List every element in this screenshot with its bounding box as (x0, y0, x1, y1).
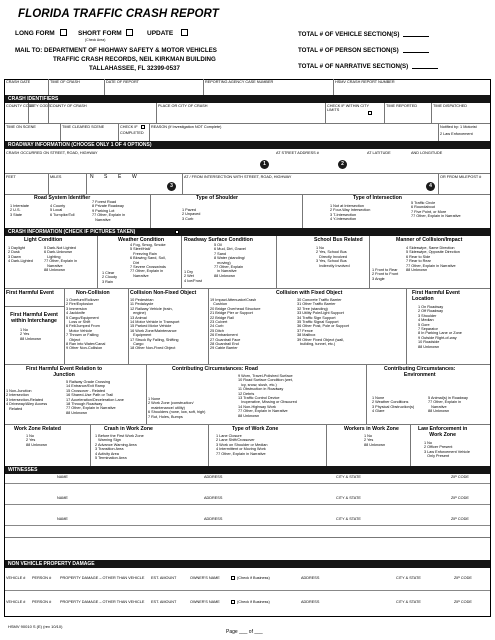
place-city-field[interactable]: PLACE OR CITY OF CRASH (158, 104, 208, 108)
road-system-title: Road System Identifier (34, 195, 91, 201)
manner-title: Manner of Collision/Impact (396, 237, 463, 243)
junction-options-1[interactable]: 1 Non-Junction 2 Intersection 3 Intersection-Related 4 Driveway/Alley Access Related (6, 389, 48, 411)
time-reported-field[interactable]: TIME REPORTED (386, 104, 418, 108)
divider (369, 236, 370, 288)
divider (48, 79, 49, 95)
north-option[interactable]: N (90, 174, 94, 180)
witness-address-field[interactable]: ADDRESS (204, 517, 223, 521)
business-label: (Check if Business) (237, 576, 270, 580)
option-2-marker: 2 (338, 160, 347, 169)
weather-options-2[interactable]: 4 Fog, Smog, Smoke 5 Sleet/Hail/ Freezing Rain 6 Blowing Sand, Soil, Dirt 7 Severe Crosswinds 77 Other, Explain in Narrative (130, 243, 166, 278)
street-address-field[interactable]: AT STREET ADDRESS # (276, 151, 319, 155)
divider (384, 103, 385, 123)
time-dispatched-field[interactable]: TIME DISPATCHED (433, 104, 468, 108)
divider (104, 79, 105, 95)
total-vehicle-field[interactable] (403, 36, 429, 37)
property-zip-field[interactable]: ZIP CODE (454, 600, 472, 604)
property-damage-field[interactable]: PROPERTY DAMAGE – OTHER THAN VEHICLE (60, 600, 145, 604)
witness-row[interactable] (5, 495, 490, 505)
time-cleared-field[interactable]: TIME CLEARED SCENE (62, 125, 105, 129)
crash-occurred-on-field[interactable]: CRASH OCCURRED ON STREET, ROAD, HIGHWAY (6, 151, 98, 155)
divider (86, 173, 87, 194)
time-of-crash-field[interactable]: TIME OF CRASH (50, 80, 80, 84)
city-code-field[interactable]: CITY CODE (30, 104, 51, 108)
crash-in-work-zone-title: Crash in Work Zone (104, 426, 153, 432)
reason-field[interactable]: REASON (If Investigation NOT Complete) (151, 125, 222, 129)
miles-field[interactable]: MILES (50, 175, 62, 179)
mail-line-3: TALLAHASSEE, FL 32399-0537 (89, 65, 180, 72)
divider (150, 194, 151, 228)
light-options-1[interactable]: 1 Daylight 2 Dusk 3 Dawn 4 Dark-Lighted (8, 246, 33, 264)
collision-fixed-options-2[interactable]: 30 Concrete Traffic Barrier 31 Other Traffic Barrier 32 Tree (standing) 33 Utility Pole/Light Support 34 Traffic Sign Support 35 Traffic Signal Support 36 Other Post, Pole or Support 37 Fence 38 Mailbox 39 Other Fixed Object (wall, building, tunnel, etc.) (297, 298, 349, 347)
light-condition-title: Light Condition (24, 237, 63, 243)
option-1-marker: 1 (260, 160, 269, 169)
workers-work-zone-options[interactable]: 1 No 2 Yes 88 Unknown (364, 434, 386, 447)
property-city-field[interactable]: CITY & STATE (396, 600, 421, 604)
form-number: HSMV 90010 S (E) (rev 10/10) (8, 624, 63, 629)
workers-work-zone-title: Workers in Work Zone (344, 426, 399, 432)
property-amount-field[interactable]: EST. AMOUNT (151, 600, 177, 604)
mail-to-address (15, 46, 217, 73)
school-bus-title: School Bus Related (314, 237, 363, 243)
completed-checkbox[interactable] (141, 125, 145, 129)
type-work-zone-title: Type of Work Zone (232, 426, 279, 432)
divider (28, 103, 29, 123)
intersection-type-options-1[interactable]: 1 Not at Intersection 2 Four-Way Intersection 3 T-Intersection 4 Y-Intersection (330, 204, 371, 222)
pictures-taken-checkbox[interactable] (175, 230, 179, 234)
notified-law-option[interactable]: 2 Law Enforcement (440, 132, 473, 136)
divider (90, 424, 91, 466)
witness-city-field[interactable]: CITY & STATE (336, 475, 361, 479)
intersection-type-title: Type of Intersection (353, 195, 402, 201)
witness-address-field[interactable]: ADDRESS (204, 496, 223, 500)
surface-options-1[interactable]: 1 Dry 2 Wet 4 Ice/Frost (184, 270, 202, 283)
business-checkbox[interactable] (231, 576, 235, 580)
property-owner-field[interactable]: OWNER'S NAME (190, 600, 220, 604)
divider (438, 123, 439, 141)
update-label: UPDATE (147, 30, 174, 37)
witness-city-field[interactable]: CITY & STATE (336, 517, 361, 521)
witness-row[interactable] (5, 474, 490, 484)
divider (208, 424, 209, 466)
intersection-field[interactable]: AT / FROM INTERSECTION WITH STREET, ROAD, HIGHWAY (184, 175, 292, 179)
divider (326, 424, 327, 466)
divider (182, 173, 183, 194)
divider (431, 103, 432, 123)
property-address-field[interactable]: ADDRESS (301, 600, 320, 604)
long-form-label: LONG FORM (15, 30, 55, 37)
type-work-zone-options[interactable]: 1 Lane Closure 2 Lane Shift/Crossover 3 Work on Shoulder or Median 4 Intermittent or Moving Work 77 Other, Explain in Narrative (216, 434, 268, 456)
weather-options-1[interactable]: 1 Clear 2 Cloudy 3 Rain (102, 271, 117, 284)
collision-non-fixed-title: Collision Non-Fixed Object (130, 290, 197, 296)
crash-information-header: CRASH INFORMATION (CHECK IF PICTURES TAKEN) (5, 228, 490, 236)
within-interchange-title: First Harmful Event within Interchange (10, 312, 58, 324)
crash-identifiers-header: CRASH IDENTIFIERS (5, 95, 490, 103)
work-zone-related-options[interactable]: 1 No 2 Yes 88 Unknown (26, 434, 48, 447)
shoulder-options[interactable]: 1 Paved 2 Unpaved 3 Curb (182, 208, 201, 221)
road-system-options-1[interactable]: 1 Interstate 2 U.S. 3 State (10, 204, 29, 217)
divider (5, 424, 490, 425)
witness-zip-field[interactable]: ZIP CODE (451, 475, 469, 479)
property-damage-row[interactable] (5, 594, 490, 615)
light-options-2[interactable]: 5 Dark-Not Lighted 6 Dark-Unknown Lighting 77 Other, Explain in Narrative 88 Unknown (44, 246, 78, 273)
mail-line-1: MAIL TO: DEPARTMENT OF HIGHWAY SAFETY & MOTOR VEHICLES (15, 47, 217, 54)
divider (406, 288, 407, 364)
law-work-zone-title: Law Enforcement in Work Zone (418, 426, 468, 438)
within-city-limits-label: CHECK IF WITHIN CITY LIMITS (327, 104, 369, 113)
environment-circumstances-title: Contributing Circumstances: Environment (384, 366, 456, 378)
property-owner-field[interactable]: OWNER'S NAME (190, 576, 220, 580)
total-vehicle-sections (298, 31, 429, 38)
mail-line-2: TRAFFIC CRASH RECORDS, NEIL KIRKMAN BUILDING (53, 56, 216, 63)
non-collision-title: Non-Collision (76, 290, 110, 296)
total-narrative-field[interactable] (412, 68, 438, 69)
property-vehicle-field[interactable]: VEHICLE # (6, 600, 26, 604)
divider (366, 364, 367, 424)
divider (5, 173, 490, 174)
property-address-field[interactable]: ADDRESS (301, 576, 320, 580)
environment-options-2[interactable]: 5 Animal(s) in Roadway 77 Other, Explain in Narrative 88 Unknown (428, 396, 468, 414)
divider (5, 288, 490, 289)
completed-label: COMPLETED (120, 131, 144, 135)
west-option[interactable]: W (132, 174, 137, 180)
divider (181, 236, 182, 288)
witness-name-field[interactable]: NAME (57, 496, 68, 500)
divider (149, 123, 150, 141)
divider (333, 79, 334, 95)
long-form-checkbox[interactable] (60, 29, 67, 36)
option-4-marker: 4 (426, 182, 435, 191)
divider (203, 79, 204, 95)
witness-zip-field[interactable]: ZIP CODE (451, 496, 469, 500)
witness-name-field[interactable]: NAME (57, 517, 68, 521)
divider (410, 424, 411, 466)
divider (97, 236, 98, 288)
business-label: (Check if Business) (237, 600, 270, 604)
divider (5, 306, 64, 307)
property-amount-field[interactable]: EST. AMOUNT (151, 576, 177, 580)
collision-fixed-title: Collision with Fixed Object (276, 290, 343, 296)
divider (302, 194, 303, 228)
road-circumstances-title: Contributing Circumstances: Road (172, 366, 258, 372)
divider (5, 364, 490, 365)
collision-fixed-options-1[interactable]: 19 Impact Attenuator/Crash Cushion 20 Bridge Overhead Structure 21 Bridge Pier or Support 22 Bridge Rail 23 Culvert 24 Curb 25 Ditch 26 Embankment 27 Guardrail Face 28 Guardrail End 29 Cable Barrier (210, 298, 261, 351)
divider (276, 236, 277, 288)
divider (128, 288, 129, 364)
weather-title: Weather Condition (118, 237, 165, 243)
junction-title: First Harmful Event Relation to Junction (26, 366, 103, 378)
total-vehicle-label: TOTAL # OF VEHICLE SECTION(S) (298, 31, 400, 38)
short-form-label: SHORT FORM (78, 30, 122, 37)
roadway-information-header: ROADWAY INFORMATION (CHOOSE ONLY 1 OF 4 OPTIONS) (5, 141, 490, 149)
property-damage-row[interactable] (5, 570, 490, 591)
witness-name-field[interactable]: NAME (57, 475, 68, 479)
total-narrative-sections (298, 63, 438, 70)
divider (156, 103, 157, 123)
collision-non-fixed-options[interactable]: 10 Pedestrian 11 Pedalcycle 12 Railway Vehicle (train, engine) 13 Animal 14 Motor Vehicle in Transport 15 Parked Motor Vehicle 16 Work Zone/Maintenance Equipment 17 Struck By Falling, Shifting Cargo 18 Other Non-Fixed Object (130, 298, 180, 351)
check-if-label: CHECK IF (120, 125, 138, 129)
page-number: Page ___ of ___ (226, 629, 263, 635)
crash-date-field[interactable]: CRASH DATE (6, 80, 31, 84)
total-narrative-label: TOTAL # OF NARRATIVE SECTION(S) (298, 63, 409, 70)
longitude-field[interactable]: AND LONGITUDE (411, 151, 443, 155)
total-person-label: TOTAL # OF PERSON SECTION(S) (298, 47, 399, 54)
feet-field[interactable]: FEET (6, 175, 16, 179)
surface-options-2[interactable]: 5 Oil 6 Mud, Dirt, Gravel 7 Sand 8 Water (standing/ moving) 77 Other, Explain in Narrative 88 Unknown (214, 243, 246, 278)
business-checkbox[interactable] (231, 600, 235, 604)
shoulder-title: Type of Shoulder (196, 195, 238, 201)
form-title: FLORIDA TRAFFIC CRASH REPORT (18, 8, 219, 20)
notified-motorist-option[interactable]: Notified by: 1 Motorist (440, 125, 477, 129)
county-of-crash-field[interactable]: COUNTY OF CRASH (50, 104, 87, 108)
divider (118, 123, 119, 141)
property-damage-header: NON VEHICLE PROPERTY DAMAGE (5, 560, 490, 568)
divider (5, 123, 490, 124)
work-zone-related-title: Work Zone Related (14, 426, 61, 432)
non-collision-options[interactable]: 1 Overturn/Rollover 2 Fire/Explosion 3 Immersion 4 Jackknife 5 Cargo/Equipment Loss or Shift 6 Fell/Jumped From Motor Vehicle 7 Thrown or Falling Object 8 Ran into Water/Canal 9 Other Non-Collision (66, 298, 106, 351)
county-code-field[interactable]: COUNTY CODE (6, 104, 34, 108)
divider (60, 123, 61, 141)
within-interchange-options[interactable]: 1 No 2 Yes 88 Unknown (20, 328, 42, 341)
first-harmful-title: First Harmful Event (6, 290, 54, 296)
total-person-sections (298, 47, 429, 54)
road-system-options-3[interactable]: 7 Forest Road 8 Private Roadway 9 Parking Lot 77 Other, Explain in Narrative (92, 200, 126, 222)
divider (48, 173, 49, 194)
update-checkbox[interactable] (181, 29, 188, 36)
short-form-checkbox[interactable] (126, 29, 133, 36)
total-person-field[interactable] (403, 52, 429, 53)
divider (208, 288, 209, 364)
crash-in-work-zone-options[interactable]: 1 Before the First Work Zone Warning Sign 2 Advance Warning Area 3 Transition Area 4 Activity Area 5 Termination Area (95, 434, 144, 461)
agency-case-number-field[interactable]: REPORTING AGENCY CASE NUMBER (205, 80, 274, 84)
environment-options-1[interactable]: 1 None 2 Weather Conditions 3 Physical Obstruction(s) 4 Glare (372, 396, 415, 414)
property-zip-field[interactable]: ZIP CODE (454, 576, 472, 580)
south-option[interactable]: S (104, 174, 108, 180)
witness-address-field[interactable]: ADDRESS (204, 475, 223, 479)
law-work-zone-options[interactable]: 1 No 2 Officer Present 3 Law Enforcement Vehicle Only Present (424, 441, 471, 459)
intersection-type-options-2[interactable]: 5 Traffic Circle 6 Roundabout 7 Five Point, or More 77 Other, Explain in Narrative (411, 201, 461, 219)
divider (146, 364, 147, 424)
school-bus-options[interactable]: 1 No 2 Yes, School Bus Directly Involved 3 Yes, School Bus Indirectly Involved (316, 246, 350, 268)
witnesses-header: WITNESSES (5, 466, 490, 474)
latitude-field[interactable]: AT LATITUDE (367, 151, 391, 155)
harmful-location-options[interactable]: 1 On Roadway 2 Off Roadway 3 Shoulder 4 Median 5 Gore 7 Separator 8 In Parking Lane or Zone 9 Outside Right-of-way 10 Roadside 88 Unknown (418, 305, 462, 349)
divider (325, 103, 326, 123)
divider (48, 103, 49, 123)
property-person-field[interactable]: PERSON # (32, 576, 52, 580)
divider (5, 537, 490, 538)
property-vehicle-field[interactable]: VEHICLE # (6, 576, 26, 580)
short-form-note: (Check Area) (85, 38, 106, 42)
road-circumstances-options-2[interactable]: 9 Worn, Travel-Polished Surface 10 Road Surface Condition (wet, icy, snow, slush, etc.) 11 Obstruction in Roadway 12 Debris 13 Traffic Control Device Inoperative, Missing or Obscured 14 Non-Highway Work 77 Other, Explain in Narrative 88 Unknown (238, 374, 297, 418)
harmful-location-title: First Harmful Event Location (412, 290, 460, 302)
road-circumstances-options-1[interactable]: 1 None 2 Work Zone (construction/ maintenance/ utility) 6 Shoulders (none, low, soft, high) 7 Rut, Holes, Bumps (148, 397, 206, 419)
witness-city-field[interactable]: CITY & STATE (336, 496, 361, 500)
manner-options-2[interactable]: 4 Sideswipe, Same Direction 5 Sideswipe, Opposite Direction 6 Rear to Side 7 Rear to Rear 77 Other, Explain in Narrative 88 Unknown (406, 246, 460, 273)
within-city-limits-checkbox[interactable] (368, 111, 372, 115)
date-of-report-field[interactable]: DATE OF REPORT (106, 80, 139, 84)
divider (438, 173, 439, 194)
time-on-scene-field[interactable]: TIME ON SCENE (6, 125, 36, 129)
property-damage-field[interactable]: PROPERTY DAMAGE – OTHER THAN VEHICLE (60, 576, 145, 580)
divider (64, 288, 65, 364)
property-city-field[interactable]: CITY & STATE (396, 576, 421, 580)
manner-options-1[interactable]: 1 Front to Rear 2 Front to Front 3 Angle (372, 268, 399, 281)
junction-options-2[interactable]: 5 Railway Grade Crossing 14 Entrance/Exit Ramp 15 Crossover - Related 16 Shared-Use Path or Trail 17 Acceleration/Deceleration Lane 18 Through Roadway 77 Other, Explain in Narrative 88 Unknown (66, 380, 124, 415)
road-system-options-2[interactable]: 4 County 5 Local 6 Turnpike/Toll (50, 204, 75, 217)
hsmv-report-number-field[interactable]: HSMV CRASH REPORT NUMBER (335, 80, 395, 84)
option-3-marker: 3 (167, 182, 176, 191)
milepost-field[interactable]: OR FROM MILEPOST # (440, 175, 482, 179)
property-person-field[interactable]: PERSON # (32, 600, 52, 604)
witness-row[interactable] (5, 516, 490, 526)
east-option[interactable]: E (118, 174, 122, 180)
witness-zip-field[interactable]: ZIP CODE (451, 517, 469, 521)
surface-title: Roadway Surface Condition (184, 237, 253, 243)
